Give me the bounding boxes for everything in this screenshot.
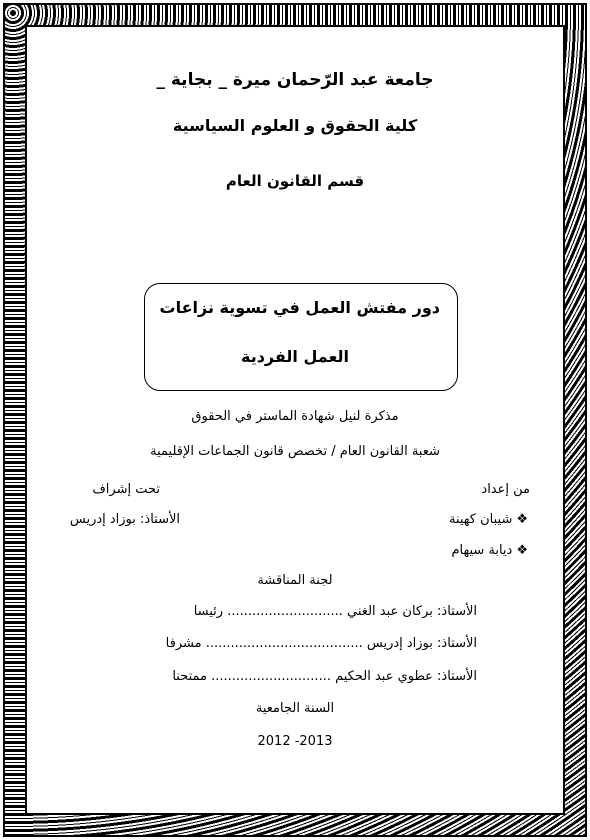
thesis-title-line1: دور مفتش العمل في تسوية نزاعات [159, 298, 440, 317]
committee-member: الأستاذ: عطوي عبد الحكيم ............................. ممتحنا [172, 669, 477, 684]
memo-purpose: مذكرة لنيل شهادة الماستر في الحقوق [191, 409, 399, 424]
supervision-label: تحت إشراف [92, 482, 160, 497]
academic-year-value: 2012 -2013 [257, 734, 333, 749]
committee-member: الأستاذ: بوزاد إدريس ...................................... مشرفا [165, 636, 477, 651]
diamond-bullet-icon: ❖ [516, 543, 528, 558]
university-name: جامعة عبد الرّحمان ميرة _ بجاية _ [156, 70, 434, 90]
academic-year-label: السنة الجامعية [255, 701, 335, 716]
memo-branch: شعبة القانون العام / تخصص قانون الجماعات الإقليمية [150, 444, 440, 459]
thesis-title-line2: العمل الفردية [241, 347, 349, 366]
student-2-name: ديابة سيهام [451, 543, 513, 558]
committee-title: لجنة المناقشة [257, 573, 333, 588]
faculty-name: كلية الحقوق و العلوم السياسية [172, 116, 418, 135]
diamond-bullet-icon: ❖ [516, 512, 528, 527]
department-name: قسم القانون العام [225, 172, 365, 190]
prepared-by-label: من إعداد [481, 482, 530, 497]
committee-member: الأستاذ: بركان عبد الغني ............................ رئيسا [193, 604, 477, 619]
student-1-name: شيبان كهينة [448, 512, 513, 527]
student-1 [449, 512, 528, 527]
student-2 [451, 543, 528, 558]
supervisor-name: الأستاذ: بوزاد إدريس [69, 512, 180, 527]
